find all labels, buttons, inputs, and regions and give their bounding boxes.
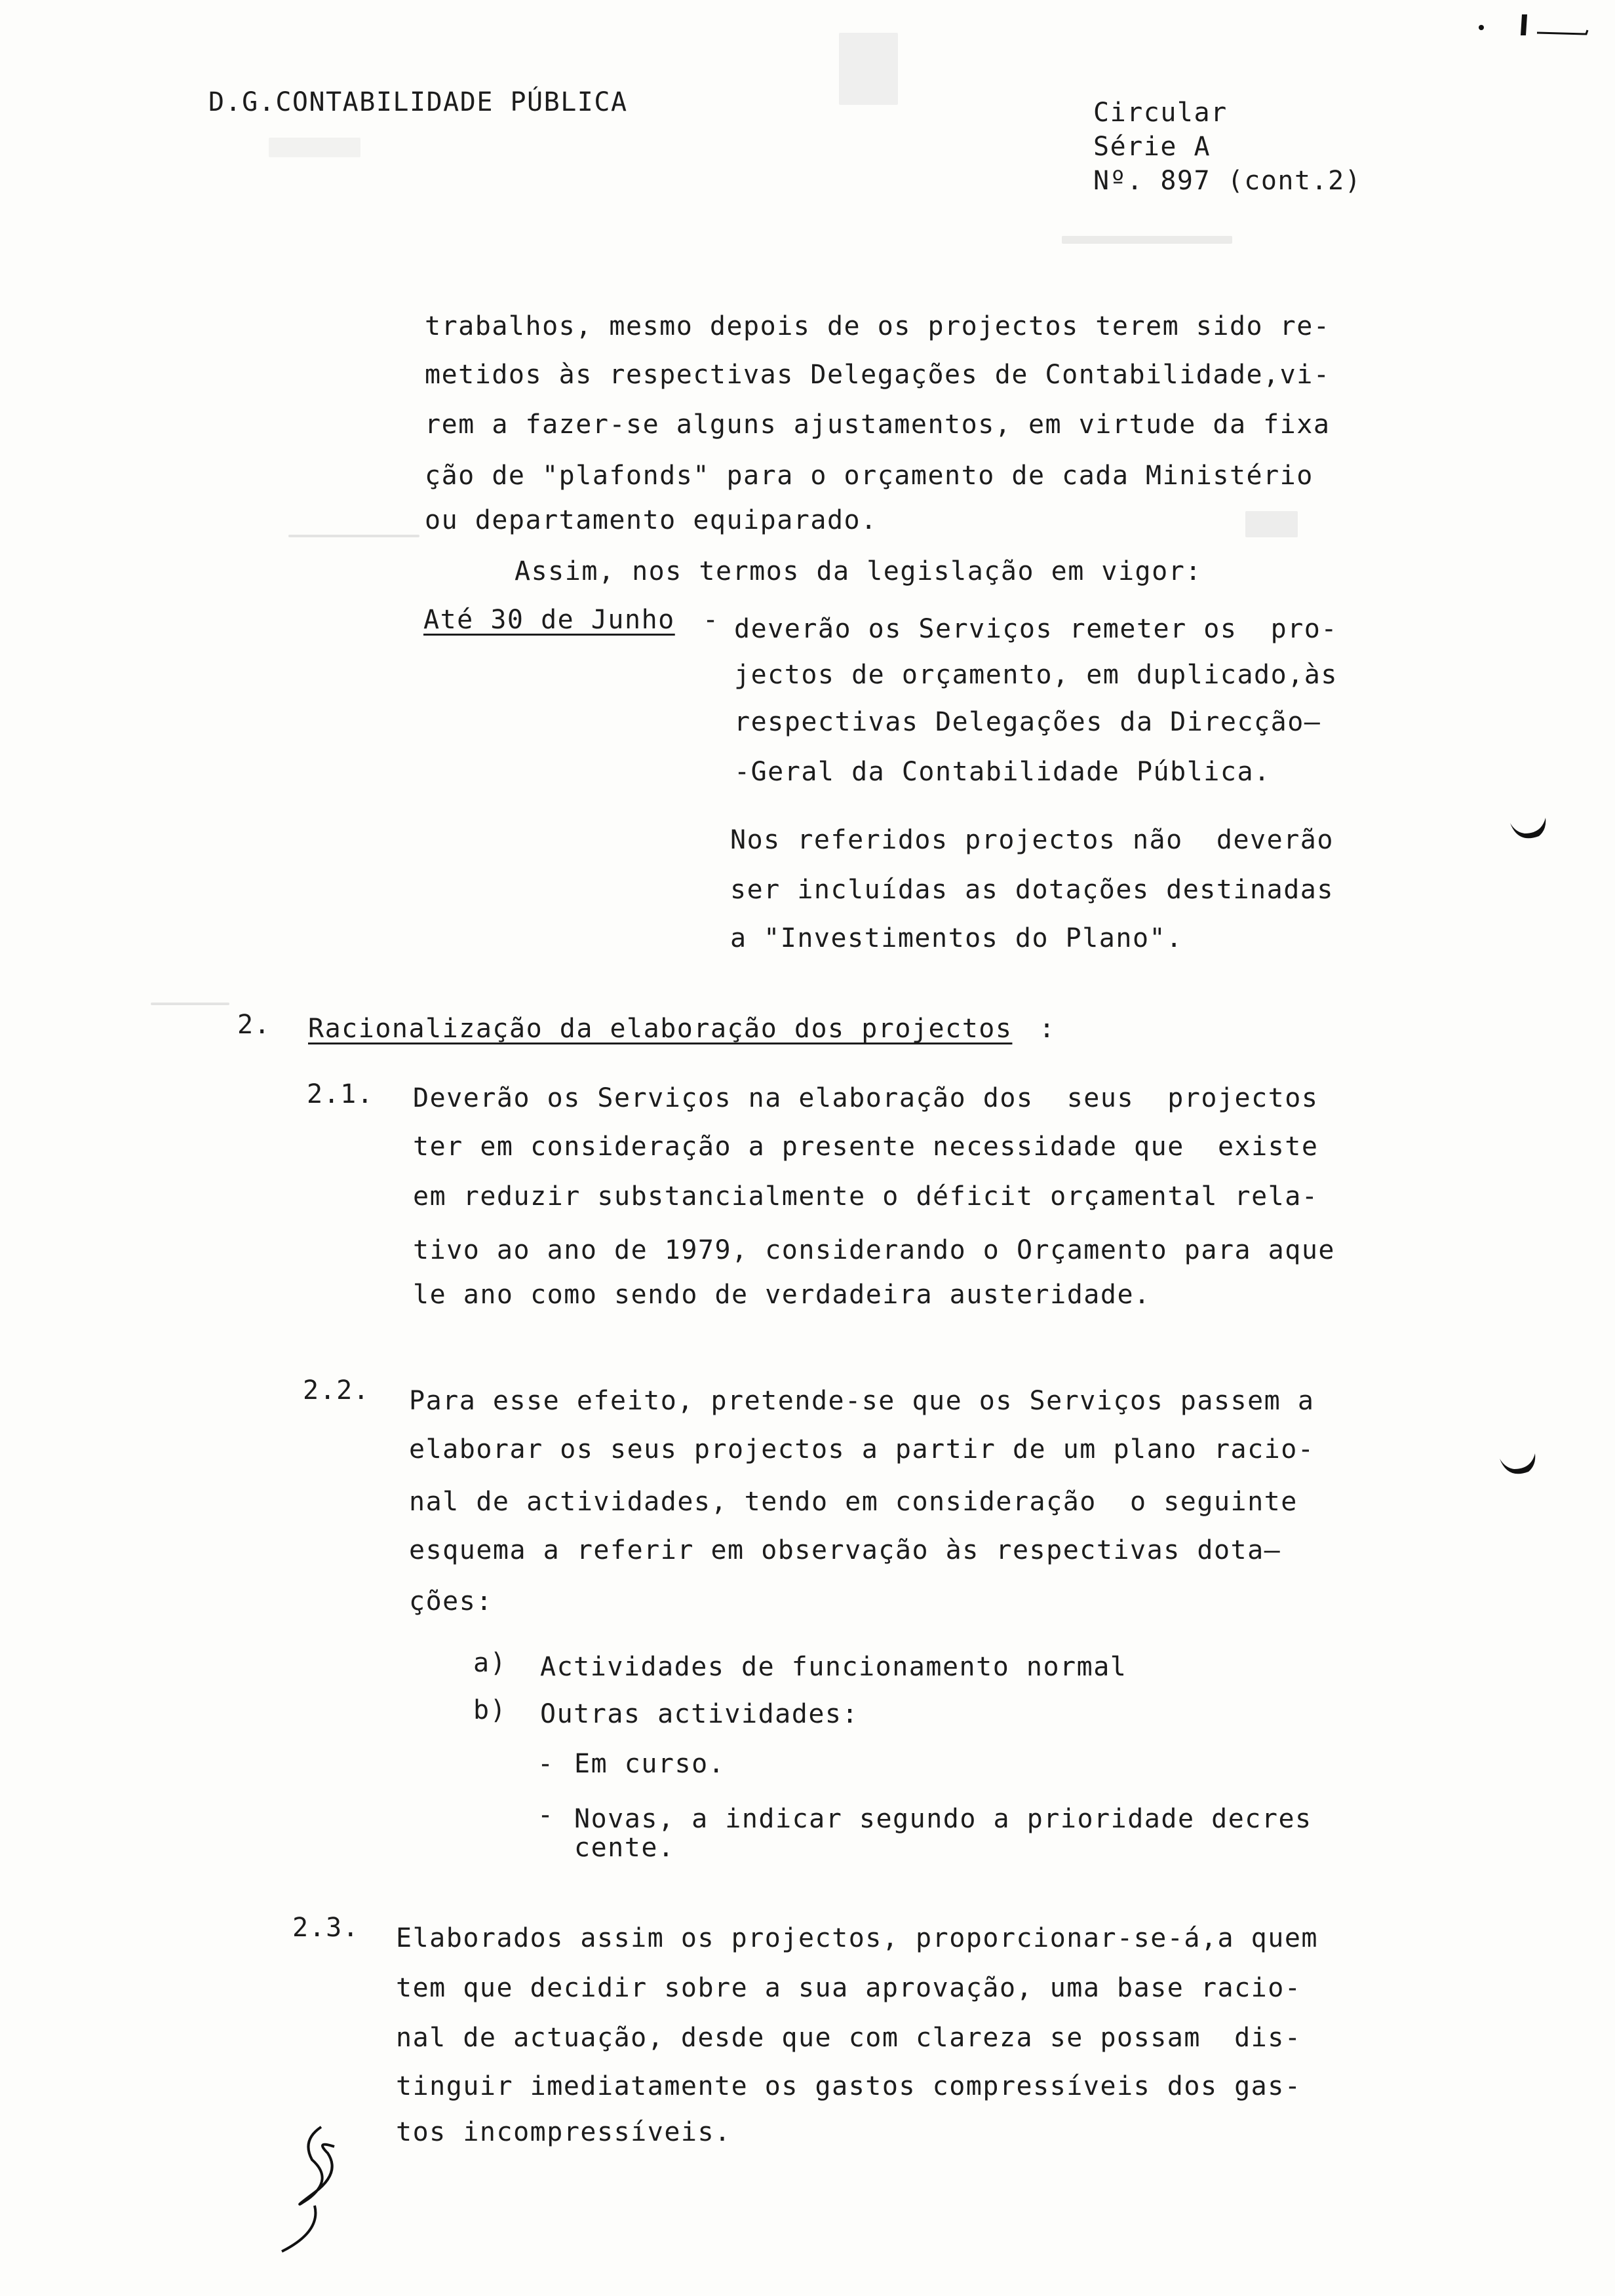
s23-line-4: tinguir imediatamente os gastos compressíveis dos gas- <box>396 2071 1302 2101</box>
deadline-line-3: respectivas Delegações da Direcção— <box>734 707 1321 737</box>
intro-line-3: rem a fazer-se alguns ajustamentos, em virtude da fixa <box>425 410 1331 440</box>
series-label: Série A <box>1093 132 1211 162</box>
section-2-2-number: 2.2. <box>303 1375 370 1406</box>
s23-line-5: tos incompressíveis. <box>396 2117 731 2147</box>
circular-number: Nº. 897 (cont.2) <box>1093 166 1362 196</box>
item-a-marker: a) <box>473 1648 507 1678</box>
assim-line: Assim, nos termos da legislação em vigor: <box>515 556 1202 586</box>
stain-speck <box>839 33 898 105</box>
item-b-marker: b) <box>473 1695 507 1725</box>
intro-line-1: trabalhos, mesmo depois de os projectos terem sido re- <box>425 311 1331 341</box>
deadline-date: Até 30 de Junho <box>423 605 675 635</box>
subitem-1-marker: - <box>537 1749 555 1779</box>
s21-line-4: tivo ao ano de 1979, considerando o Orçamento para aque <box>413 1235 1336 1265</box>
stain-speck <box>288 535 419 537</box>
stain-speck <box>151 1003 229 1005</box>
s21-line-1: Deverão os Serviços na elaboração dos seus projectos <box>413 1083 1319 1113</box>
deadline-line-4: -Geral da Contabilidade Pública. <box>734 757 1271 787</box>
s22-line-4: esquema a referir em observação às respectivas dota— <box>409 1535 1281 1565</box>
s22-line-1: Para esse efeito, pretende-se que os Serviços passem a <box>409 1386 1315 1416</box>
s22-line-5: ções: <box>409 1586 493 1617</box>
subitem-2-text: Novas, a indicar segundo a prioridade decres <box>574 1804 1312 1834</box>
s21-line-2: ter em consideração a presente necessidade que existe <box>413 1132 1319 1162</box>
s21-line-5: le ano como sendo de verdadeira austeridade. <box>413 1280 1151 1310</box>
section-2-3-number: 2.3. <box>292 1913 360 1943</box>
note-line-1: Nos referidos projectos não deverão <box>730 825 1334 855</box>
circular-label: Circular <box>1093 98 1228 128</box>
stain-speck <box>269 138 360 157</box>
section-2-title: Racionalização da elaboração dos projectos <box>308 1014 1013 1044</box>
s21-line-3: em reduzir substancialmente o déficit orçamental rela- <box>413 1181 1319 1212</box>
punch-hole-mark-2 <box>1494 1439 1540 1485</box>
note-line-2: ser incluídas as dotações destinadas <box>730 875 1334 905</box>
subitem-2-marker: - <box>537 1800 555 1830</box>
subitem-1-text: Em curso. <box>574 1749 726 1779</box>
stain-speck <box>1062 236 1232 244</box>
deadline-line-1: deverão os Serviços remeter os pro- <box>734 614 1338 644</box>
intro-line-4: ção de "plafonds" para o orçamento de cada Ministério <box>425 461 1313 491</box>
item-b-text: Outras actividades: <box>540 1699 859 1729</box>
deadline-dash: - <box>703 605 720 635</box>
note-line-3: a "Investimentos do Plano". <box>730 923 1183 953</box>
handwritten-initial <box>275 2120 367 2258</box>
section-2-1-number: 2.1. <box>307 1079 374 1109</box>
office-heading: D.G.CONTABILIDADE PÚBLICA <box>208 87 628 117</box>
stain-speck <box>1245 511 1298 537</box>
item-a-text: Actividades de funcionamento normal <box>540 1652 1127 1682</box>
section-2-number: 2. <box>237 1010 271 1040</box>
intro-line-2: metidos às respectivas Delegações de Contabilidade,vi- <box>425 360 1331 390</box>
s23-line-3: nal de actuação, desde que com clareza se possam dis- <box>396 2023 1302 2053</box>
s23-line-2: tem que decidir sobre a sua aprovação, uma base racio- <box>396 1973 1302 2003</box>
corner-ink-mark <box>1475 9 1593 42</box>
deadline-line-2: jectos de orçamento, em duplicado,às <box>734 660 1338 690</box>
s22-line-2: elaborar os seus projectos a partir de um plano racio- <box>409 1434 1315 1464</box>
subitem-2-continuation: cente. <box>574 1833 675 1863</box>
section-2-title-colon: : <box>1039 1014 1056 1044</box>
punch-hole-mark-1 <box>1505 803 1551 849</box>
intro-line-5: ou departamento equiparado. <box>425 505 878 535</box>
s22-line-3: nal de actividades, tendo em consideração o seguinte <box>409 1487 1298 1517</box>
s23-line-1: Elaborados assim os projectos, proporcionar-se-á,a quem <box>396 1923 1319 1953</box>
